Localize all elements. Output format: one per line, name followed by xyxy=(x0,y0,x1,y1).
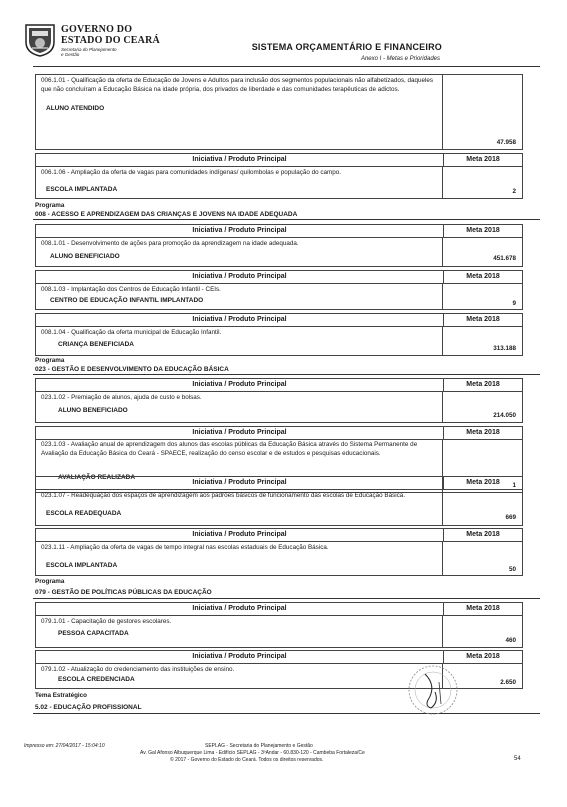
initiative-box xyxy=(35,270,523,310)
initiative-header: Iniciativa / Produto Principal xyxy=(36,154,444,166)
initiative-box xyxy=(35,378,523,423)
product-unit: ALUNO BENEFICIADO xyxy=(58,407,128,414)
product-unit: CRIANÇA BENEFICIADA xyxy=(58,341,134,348)
initiative-description: 023.1.02 - Premiação de alunos, ajuda de custo e bolsas. xyxy=(41,394,202,401)
goal-value: 451.678 xyxy=(493,255,516,262)
goal-header: Meta 2018 xyxy=(466,653,500,660)
goal-header: Meta 2018 xyxy=(466,381,500,388)
product-unit: ESCOLA READEQUADA xyxy=(46,510,122,517)
system-title: SISTEMA ORÇAMENTÁRIO E FINANCEIRO xyxy=(251,42,442,52)
secretariat-name: Secretaria do Planejamento e Gestão xyxy=(61,47,117,57)
goal-header: Meta 2018 xyxy=(466,273,500,280)
initiative-header: Iniciativa / Produto Principal xyxy=(36,651,444,663)
program-label: Programa xyxy=(35,357,65,364)
goal-value: 669 xyxy=(505,514,516,521)
product-unit: ESCOLA IMPLANTADA xyxy=(46,186,118,193)
program-rule xyxy=(33,219,540,220)
goal-value: 50 xyxy=(508,566,516,573)
initiative-box xyxy=(35,602,523,648)
product-unit: ESCOLA CREDENCIADA xyxy=(58,676,135,683)
initiative-header: Iniciativa / Produto Principal xyxy=(36,379,444,391)
goal-value: 2.650 xyxy=(500,679,516,686)
goal-header: Meta 2018 xyxy=(466,531,500,538)
initiative-header: Iniciativa / Produto Principal xyxy=(36,314,444,326)
initiative-header: Iniciativa / Produto Principal xyxy=(36,225,444,237)
initiative-description: 079.1.02 - Atualização do credenciamento das instituições de ensino. xyxy=(41,666,235,673)
goal-header: Meta 2018 xyxy=(466,156,500,163)
goal-value: 9 xyxy=(512,300,516,307)
product-unit: ALUNO BENEFICIADO xyxy=(50,253,120,260)
initiative-description: 008.1.04 - Qualificação da oferta municipal de Educação Infantil. xyxy=(41,329,222,336)
goal-value: 313.188 xyxy=(493,345,516,352)
initiative-header: Iniciativa / Produto Principal xyxy=(36,603,444,615)
initiative-description: 008.1.01 - Desenvolvimento de ações para promoção da aprendizagem na idade adequada. xyxy=(41,240,299,247)
initiative-description: 023.1.11 - Ampliação da oferta de vagas de tempo integral nas escolas estaduais de Educação Básica. xyxy=(41,544,329,551)
government-name: GOVERNO DO ESTADO DO CEARÁ xyxy=(61,24,160,46)
goal-header: Meta 2018 xyxy=(466,429,500,436)
state-coat-of-arms-icon xyxy=(22,22,58,58)
goal-value: 214.050 xyxy=(493,412,516,419)
footer-copyright: © 2017 - Governo do Estado do Ceará. Todos os direitos reservados. xyxy=(170,757,324,763)
initiative-description: 023.1.07 - Readequação dos espaços de aprendizagem aos padrões básicos de funcionamento das escolas de Educação Básica. xyxy=(41,492,406,499)
initiative-box xyxy=(35,313,523,356)
program-rule xyxy=(33,374,540,375)
goal-value: 1 xyxy=(512,482,516,489)
system-subtitle: Anexo I - Metas e Prioridades xyxy=(360,56,440,62)
goal-header: Meta 2018 xyxy=(466,227,500,234)
initiative-box xyxy=(35,74,523,150)
product-unit: ESCOLA IMPLANTADA xyxy=(46,562,118,569)
goal-value: 2 xyxy=(512,188,516,195)
initiative-description: 023.1.03 - Avaliação anual de aprendizagem dos alunos das escolas públicas da Educação Básica através do Sistema Permanente de Avaliação da Educação Básica do Ceará - SPAECE, realização do censo escolar e de estudos e pesquisas educacionais. xyxy=(41,441,418,457)
goal-value: 460 xyxy=(505,637,516,644)
initiative-box xyxy=(35,528,523,576)
initiative-box xyxy=(35,476,523,526)
official-stamp-signature-icon xyxy=(395,662,465,722)
program-title: 079 - GESTÃO DE POLÍTICAS PÚBLICAS DA EDUCAÇÃO xyxy=(35,589,212,596)
initiative-description: 006.1.06 - Ampliação da oferta de vagas para comunidades indígenas/ quilombolas e população do campo. xyxy=(41,169,342,176)
footer-org: SEPLAG - Secretaria do Planejamento e Gestão xyxy=(205,743,313,749)
page-number: 54 xyxy=(514,756,521,762)
goal-header: Meta 2018 xyxy=(466,479,500,486)
initiative-header: Iniciativa / Produto Principal xyxy=(36,529,444,541)
product-unit: ALUNO ATENDIDO xyxy=(46,105,105,112)
program-label: Programa xyxy=(35,578,65,585)
program-label: Programa xyxy=(35,202,65,209)
footer-address: Av. Gal Afonso Albuquerque Lima - Edifício SEPLAG - 3ºAndar - 60.830-120 - Cambeba Fortaleza/Ce xyxy=(140,750,365,756)
printed-date: Impresso em: 27/04/2017 - 15:04:10 xyxy=(24,743,105,749)
program-title: 023 - GESTÃO E DESENVOLVIMENTO DA EDUCAÇÃO BÁSICA xyxy=(35,366,229,373)
initiative-description: 079.1.01 - Capacitação de gestores escolares. xyxy=(41,618,172,625)
header-rule xyxy=(33,66,540,67)
product-unit: CENTRO DE EDUCAÇÃO INFANTIL IMPLANTADO xyxy=(50,297,204,304)
initiative-box xyxy=(35,224,523,267)
strategic-theme-label: Tema Estratégico xyxy=(35,692,88,699)
program-rule xyxy=(33,598,540,599)
initiative-header: Iniciativa / Produto Principal xyxy=(36,271,444,283)
product-unit: AVALIAÇÃO REALIZADA xyxy=(58,474,136,481)
initiative-box xyxy=(35,153,523,199)
goal-value: 47.958 xyxy=(496,139,516,146)
product-unit: PESSOA CAPACITADA xyxy=(58,630,129,637)
program-title: 008 - ACESSO E APRENDIZAGEM DAS CRIANÇAS E JOVENS NA IDADE ADEQUADA xyxy=(35,211,298,218)
initiative-description: 008.1.03 - Implantação dos Centros de Educação Infantil - CEIs. xyxy=(41,286,221,293)
goal-header: Meta 2018 xyxy=(466,316,500,323)
initiative-header: Iniciativa / Produto Principal xyxy=(36,427,444,439)
initiative-description: 006.1.01 - Qualificação da oferta de Educação de Jovens e Adultos para inclusão dos segmentos populacionais não alfabetizados, daqueles que não concluíram a Educação Básica na idade própria, dos privados de liberdade e das comunidades terapêuticas de adictos. xyxy=(41,77,434,93)
goal-header: Meta 2018 xyxy=(466,605,500,612)
initiative-header: Iniciativa / Produto Principal xyxy=(36,477,444,489)
strategic-theme-title: 5.02 - EDUCAÇÃO PROFISSIONAL xyxy=(35,704,142,711)
